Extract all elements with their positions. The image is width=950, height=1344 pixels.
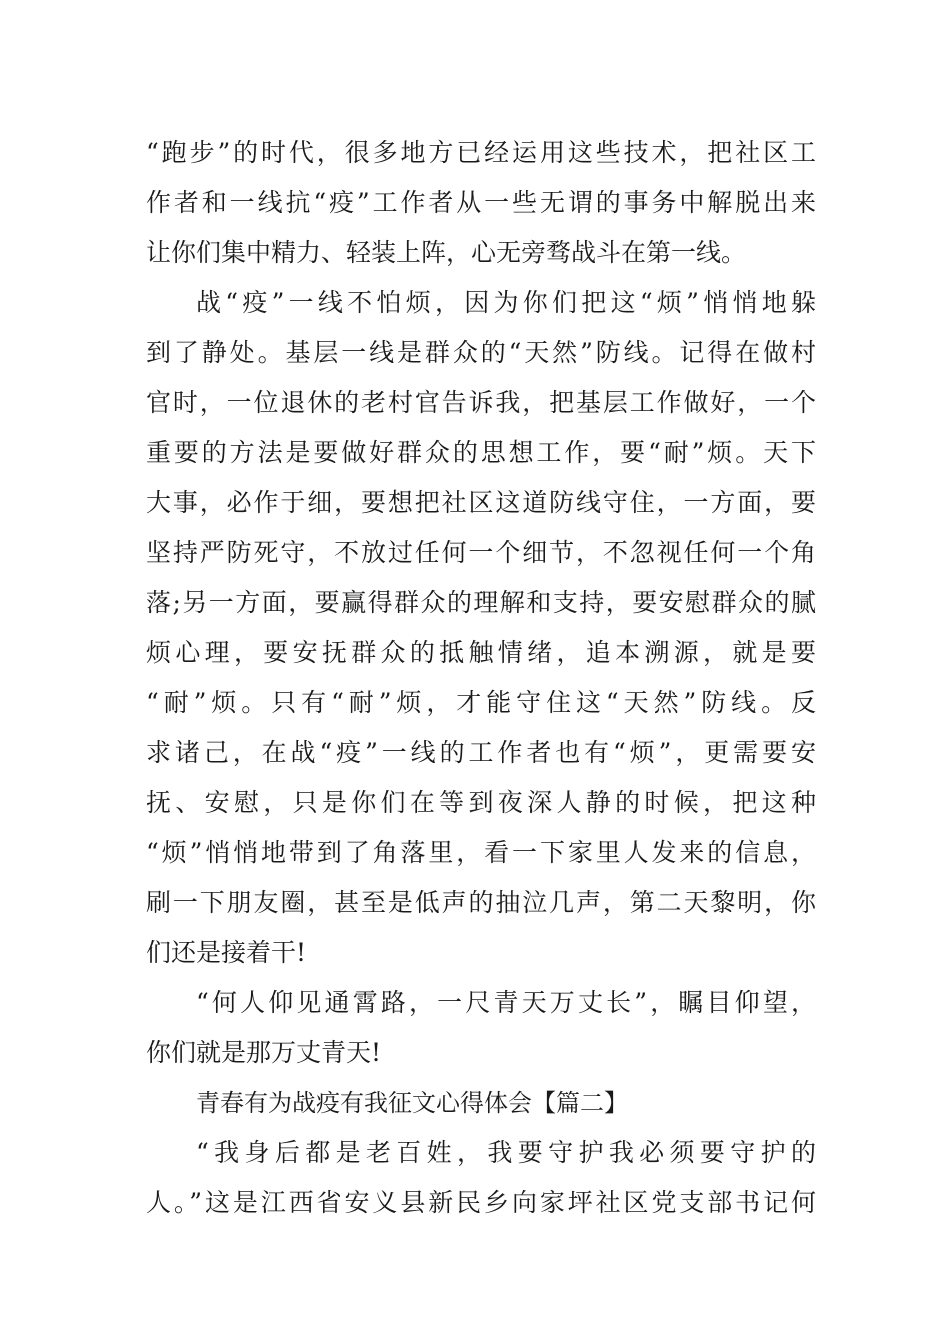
- text-line: “耐”烦。只有“耐”烦，才能守住这“天然”防线。反: [146, 688, 816, 717]
- text-line: “烦”悄悄地带到了角落里，看一下家里人发来的信息，: [146, 838, 816, 867]
- text-line: 抚、安慰，只是你们在等到夜深人静的时候，把这种: [146, 788, 816, 817]
- text-line: 刷一下朋友圈，甚至是低声的抽泣几声，第二天黎明，你: [146, 888, 816, 917]
- text-line: 求诸己，在战“疫”一线的工作者也有“烦”，更需要安: [146, 738, 816, 767]
- text-line: 你们就是那万丈青天!: [146, 1038, 382, 1067]
- text-line: 烦心理，要安抚群众的抵触情绪，追本溯源，就是要: [146, 638, 816, 667]
- text-line: “我身后都是老百姓，我要守护我必须要守护的: [196, 1138, 816, 1167]
- text-line: 坚持严防死守，不放过任何一个细节，不忽视任何一个角: [146, 538, 816, 567]
- section-heading: 青春有为战疫有我征文心得体会【篇二】: [196, 1089, 628, 1117]
- text-line: “跑步”的时代，很多地方已经运用这些技术，把社区工: [146, 138, 816, 167]
- document-body: [146, 128, 816, 1228]
- text-line: 重要的方法是要做好群众的思想工作，要“耐”烦。天下: [146, 438, 816, 467]
- text-line: “何人仰见通霄路，一尺青天万丈长”，瞩目仰望，: [196, 988, 816, 1017]
- text-line: 战“疫”一线不怕烦，因为你们把这“烦”悄悄地躲: [196, 288, 816, 317]
- text-line: 大事，必作于细，要想把社区这道防线守住，一方面，要: [146, 488, 816, 517]
- text-line: 人。”这是江西省安义县新民乡向家坪社区党支部书记何: [146, 1188, 816, 1217]
- text-line: 们还是接着干!: [146, 938, 307, 967]
- text-line: 作者和一线抗“疫”工作者从一些无谓的事务中解脱出来: [146, 188, 816, 217]
- text-line: 到了静处。基层一线是群众的“天然”防线。记得在做村: [146, 338, 816, 367]
- text-line: 官时，一位退休的老村官告诉我，把基层工作做好，一个: [146, 388, 816, 417]
- text-line: 让你们集中精力、轻装上阵，心无旁骛战斗在第一线。: [146, 238, 747, 267]
- text-line: 落;另一方面，要赢得群众的理解和支持，要安慰群众的腻: [146, 588, 816, 617]
